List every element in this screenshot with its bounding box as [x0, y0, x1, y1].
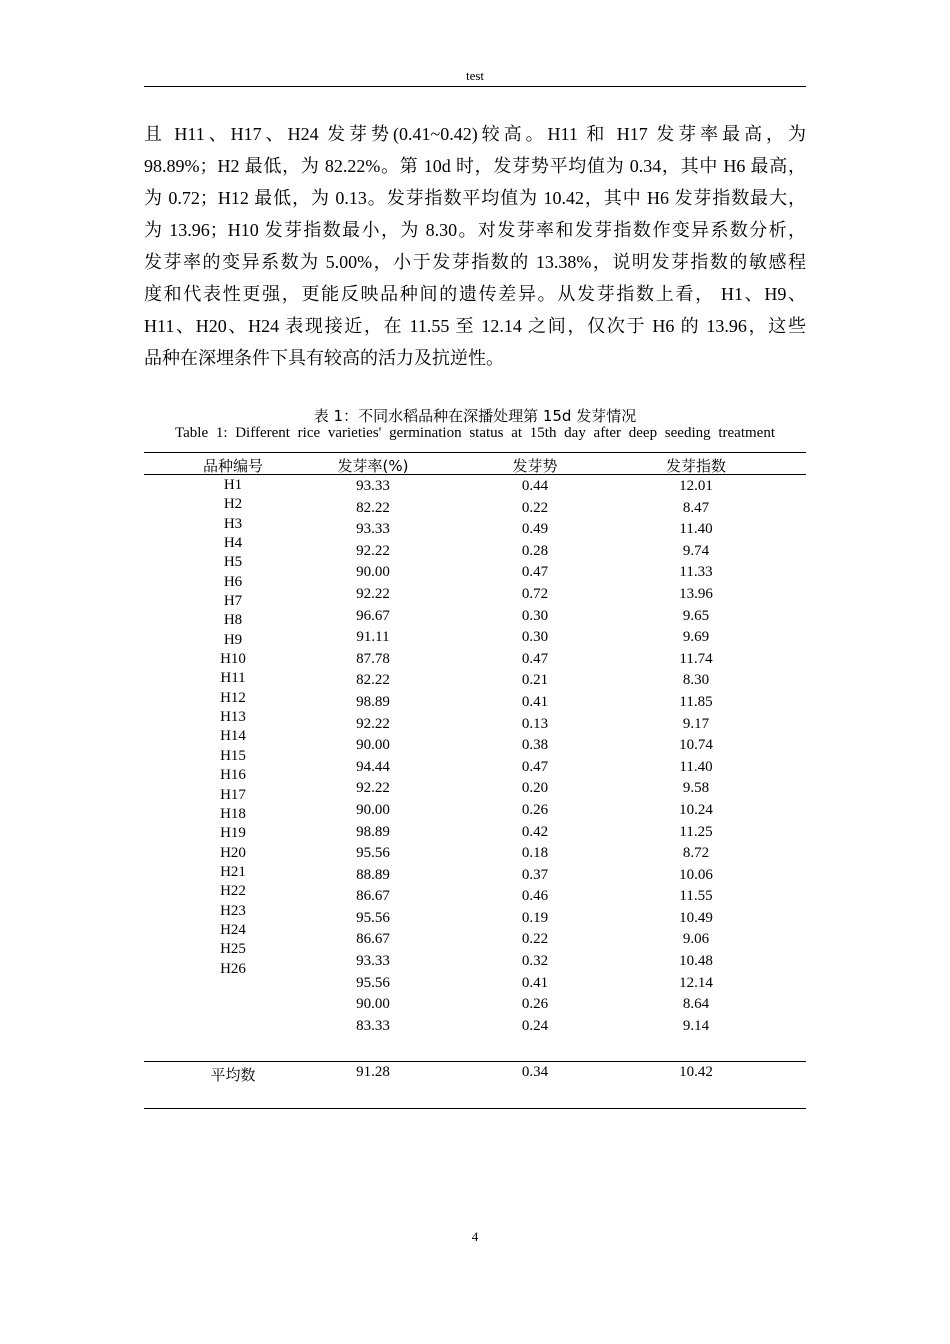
- germination-energy-cell: 0.41: [521, 974, 549, 991]
- germination-energy-cell: 0.42: [521, 823, 549, 840]
- germination-rate-cell: 95.56: [356, 909, 390, 926]
- variety-id-cell: H4: [223, 535, 243, 552]
- germination-energy-cell: 0.13: [521, 715, 549, 732]
- germination-energy-cell: 0.38: [521, 737, 549, 754]
- germination-rate-cell: 94.44: [356, 758, 390, 775]
- germination-rate-cell: 88.89: [356, 866, 390, 883]
- germination-index-cell: 8.30: [682, 672, 710, 689]
- germination-rate-cell: 93.33: [356, 953, 390, 970]
- germination-rate-cell: 90.00: [356, 737, 390, 754]
- variety-id-cell: H19: [220, 825, 246, 842]
- variety-id-cell: H24: [220, 921, 246, 938]
- variety-id-cell: H6: [223, 573, 243, 590]
- germination-index-cell: 9.06: [682, 931, 710, 948]
- germination-rate-cell: 98.89: [356, 693, 390, 710]
- header-variety-id: 品种编号: [202, 457, 263, 475]
- germination-energy-cell: 0.47: [521, 650, 549, 667]
- germination-energy-cell: 0.22: [521, 931, 549, 948]
- germination-rate-cell: 92.22: [356, 780, 390, 797]
- paragraph-line: H11、H20、H24 表现接近，在 11.55 至 12.14 之间，仅次于 H6 的 13.96，这些: [144, 316, 806, 336]
- paragraph-line: 为 13.96；H10 发芽指数最小，为 8.30。对发芽率和发芽指数作变异系数分析，: [144, 220, 806, 240]
- germination-index-cell: 10.06: [679, 866, 713, 883]
- germination-energy-cell: 0.22: [521, 499, 549, 516]
- germination-rate-column: [323, 476, 423, 1037]
- germination-index-cell: 9.69: [682, 629, 710, 646]
- variety-id-cell: H17: [220, 786, 246, 803]
- paragraph-line: 98.89%；H2 最低，为 82.22%。第 10d 时，发芽势平均值为 0.34，其中 H6 最高，: [144, 156, 806, 176]
- page-header: test: [465, 68, 485, 83]
- variety-id-cell: H3: [223, 515, 243, 532]
- variety-id-cell: H12: [220, 689, 246, 706]
- germination-energy-cell: 0.44: [521, 478, 549, 494]
- average-label: 平均数: [210, 1066, 256, 1084]
- average-index: 10.42: [679, 1064, 713, 1080]
- header-germination-energy: 发芽势: [512, 457, 558, 475]
- variety-id-cell: H21: [220, 863, 246, 880]
- germination-index-cell: 11.25: [679, 823, 713, 840]
- germination-rate-cell: 91.11: [356, 629, 390, 646]
- germination-index-cell: 10.24: [679, 801, 713, 818]
- germination-energy-cell: 0.21: [521, 672, 549, 689]
- germination-rate-cell: 87.78: [356, 650, 390, 667]
- germination-index-cell: 12.14: [679, 974, 713, 991]
- germination-rate-cell: 86.67: [356, 931, 390, 948]
- germination-index-cell: 11.74: [679, 650, 713, 667]
- germination-rate-cell: 96.67: [356, 607, 390, 624]
- germination-index-cell: 10.74: [679, 737, 713, 754]
- germination-index-cell: 10.49: [679, 909, 713, 926]
- germination-index-cell: 9.65: [682, 607, 710, 624]
- variety-id-cell: H7: [223, 593, 243, 610]
- germination-energy-cell: 0.20: [521, 780, 549, 797]
- germination-energy-cell: 0.28: [521, 542, 549, 559]
- germination-energy-cell: 0.30: [521, 607, 549, 624]
- germination-rate-cell: 93.33: [356, 521, 390, 538]
- germination-index-cell: 10.48: [679, 953, 713, 970]
- germination-index-cell: 8.72: [682, 845, 710, 862]
- header-rule: [144, 86, 806, 87]
- germination-index-cell: 9.14: [682, 1017, 710, 1034]
- germination-rate-cell: 92.22: [356, 715, 390, 732]
- germination-index-cell: 12.01: [679, 478, 713, 494]
- variety-id-cell: H9: [223, 631, 243, 648]
- germination-index-cell: 9.17: [682, 715, 710, 732]
- germination-index-cell: 8.64: [682, 996, 710, 1013]
- germination-energy-cell: 0.24: [521, 1017, 549, 1034]
- germination-energy-cell: 0.41: [521, 693, 549, 710]
- germination-index-cell: 9.74: [682, 542, 710, 559]
- germination-index-cell: 11.40: [679, 758, 713, 775]
- germination-energy-cell: 0.37: [521, 866, 549, 883]
- header-germination-rate: 发芽率(%): [337, 457, 409, 475]
- variety-id-cell: H5: [223, 554, 243, 571]
- germination-rate-cell: 95.56: [356, 974, 390, 991]
- average-rate: 91.28: [356, 1064, 390, 1080]
- variety-id-cell: H23: [220, 902, 246, 919]
- germination-rate-cell: 83.33: [356, 1017, 390, 1034]
- germination-rate-cell: 82.22: [356, 499, 390, 516]
- paragraph-line: 品种在深埋条件下具有较高的活力及抗逆性。: [144, 348, 504, 368]
- germination-rate-cell: 90.00: [356, 996, 390, 1013]
- germination-energy-cell: 0.18: [521, 845, 549, 862]
- paragraph-line: 且 H11、H17、H24 发芽势(0.41~0.42)较高。H11 和 H17 发芽率最高，为: [144, 124, 806, 144]
- germination-rate-cell: 92.22: [356, 542, 390, 559]
- table-top-rule: [144, 452, 806, 453]
- germination-energy-cell: 0.30: [521, 629, 549, 646]
- germination-rate-cell: 82.22: [356, 672, 390, 689]
- germination-rate-cell: 93.33: [356, 478, 390, 494]
- variety-id-cell: H18: [220, 805, 246, 822]
- germination-energy-column: [485, 476, 585, 1037]
- germination-index-cell: 11.33: [679, 564, 713, 581]
- germination-index-cell: 13.96: [679, 585, 713, 602]
- germination-index-column: [646, 476, 746, 1037]
- germination-index-cell: 9.58: [682, 780, 710, 797]
- average-energy: 0.34: [521, 1064, 549, 1080]
- header-germination-index: 发芽指数: [665, 457, 726, 475]
- table-bottom-rule: [144, 1108, 806, 1109]
- table-header-rule: [144, 474, 806, 475]
- variety-id-cell: H26: [220, 960, 246, 977]
- germination-energy-cell: 0.46: [521, 888, 549, 905]
- paragraph-line: 发芽率的变异系数为 5.00%，小于发芽指数的 13.38%，说明发芽指数的敏感程: [144, 252, 806, 272]
- variety-id-cell: H22: [220, 883, 246, 900]
- variety-id-cell: H15: [220, 747, 246, 764]
- germination-rate-cell: 86.67: [356, 888, 390, 905]
- germination-energy-cell: 0.32: [521, 953, 549, 970]
- germination-rate-cell: 90.00: [356, 801, 390, 818]
- variety-id-cell: H11: [220, 670, 246, 687]
- variety-id-column: [183, 476, 283, 979]
- germination-rate-cell: 98.89: [356, 823, 390, 840]
- variety-id-cell: H10: [220, 651, 246, 668]
- variety-id-cell: H8: [223, 612, 243, 629]
- germination-energy-cell: 0.47: [521, 564, 549, 581]
- germination-energy-cell: 0.19: [521, 909, 549, 926]
- table-caption-cn: 表 1：不同水稻品种在深播处理第 15d 发芽情况: [313, 407, 637, 425]
- variety-id-cell: H13: [220, 709, 246, 726]
- paragraph-line: 为 0.72；H12 最低，为 0.13。发芽指数平均值为 10.42，其中 H6 发芽指数最大，: [144, 188, 806, 208]
- page-number: 4: [471, 1229, 479, 1244]
- germination-index-cell: 11.40: [679, 521, 713, 538]
- germination-rate-cell: 90.00: [356, 564, 390, 581]
- germination-energy-cell: 0.72: [521, 585, 549, 602]
- germination-index-cell: 8.47: [682, 499, 710, 516]
- germination-energy-cell: 0.26: [521, 801, 549, 818]
- germination-index-cell: 11.85: [679, 693, 713, 710]
- variety-id-cell: H16: [220, 767, 246, 784]
- variety-id-cell: H20: [220, 844, 246, 861]
- germination-rate-cell: 95.56: [356, 845, 390, 862]
- germination-rate-cell: 92.22: [356, 585, 390, 602]
- variety-id-cell: H1: [223, 477, 243, 493]
- germination-energy-cell: 0.49: [521, 521, 549, 538]
- variety-id-cell: H14: [220, 728, 246, 745]
- paragraph-line: 度和代表性更强，更能反映品种间的遗传差异。从发芽指数上看， H1、H9、: [144, 284, 806, 304]
- germination-index-cell: 11.55: [679, 888, 713, 905]
- germination-energy-cell: 0.26: [521, 996, 549, 1013]
- germination-energy-cell: 0.47: [521, 758, 549, 775]
- variety-id-cell: H2: [223, 496, 243, 513]
- table-caption-en: Table 1: Different rice varieties' germination status at 15th day after deep seeding treatment: [175, 425, 775, 441]
- table-average-rule: [144, 1061, 806, 1062]
- variety-id-cell: H25: [220, 941, 246, 958]
- body-paragraph: [144, 118, 806, 374]
